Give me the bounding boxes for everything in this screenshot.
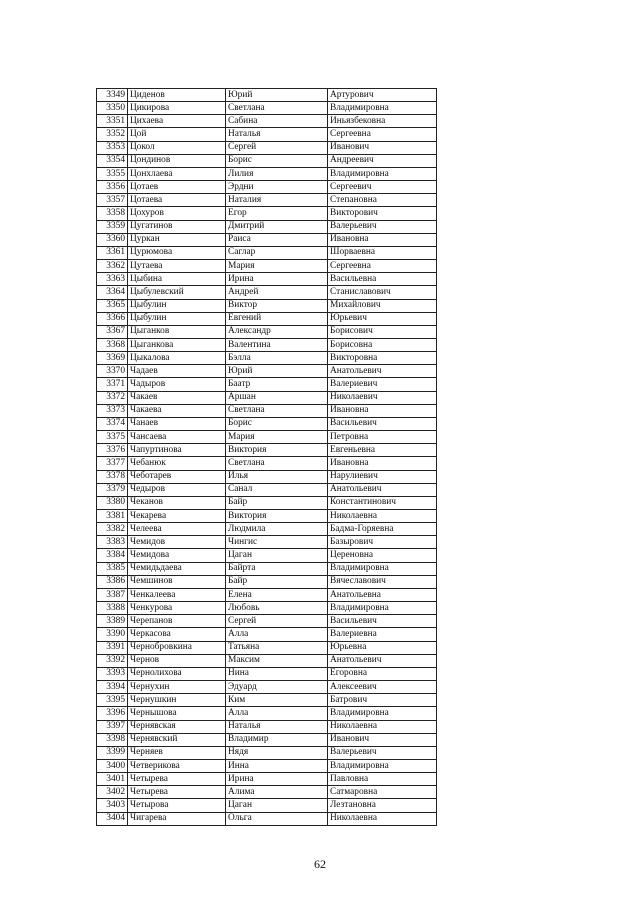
table-row xyxy=(97,615,437,628)
surname-cell: Четырева xyxy=(128,786,226,799)
patronymic-cell: Ивановна xyxy=(328,404,437,417)
surname-cell: Чемидова xyxy=(128,549,226,562)
roster-table-body xyxy=(97,89,437,826)
surname-cell: Цонхлаева xyxy=(128,167,226,180)
table-row xyxy=(97,759,437,772)
surname-cell: Ченкурова xyxy=(128,602,226,615)
first-name-cell: Людмила xyxy=(226,523,328,536)
table-row xyxy=(97,181,437,194)
row-number-cell: 3380 xyxy=(97,496,128,509)
table-row xyxy=(97,654,437,667)
patronymic-cell: Шорваевна xyxy=(328,246,437,259)
table-row xyxy=(97,786,437,799)
table-row xyxy=(97,694,437,707)
row-number-cell: 3354 xyxy=(97,154,128,167)
patronymic-cell: Нарулиевич xyxy=(328,470,437,483)
table-row xyxy=(97,141,437,154)
first-name-cell: Татьяна xyxy=(226,641,328,654)
table-row xyxy=(97,352,437,365)
surname-cell: Цыбулин xyxy=(128,312,226,325)
patronymic-cell: Сатмаровна xyxy=(328,786,437,799)
first-name-cell: Байрта xyxy=(226,562,328,575)
table-row xyxy=(97,378,437,391)
surname-cell: Чадыров xyxy=(128,378,226,391)
first-name-cell: Владимир xyxy=(226,733,328,746)
row-number-cell: 3356 xyxy=(97,181,128,194)
surname-cell: Чернявский xyxy=(128,733,226,746)
first-name-cell: Любовь xyxy=(226,602,328,615)
row-number-cell: 3355 xyxy=(97,167,128,180)
surname-cell: Челеева xyxy=(128,523,226,536)
row-number-cell: 3382 xyxy=(97,523,128,536)
row-number-cell: 3384 xyxy=(97,549,128,562)
row-number-cell: 3390 xyxy=(97,628,128,641)
row-number-cell: 3359 xyxy=(97,220,128,233)
patronymic-cell: Владимировна xyxy=(328,562,437,575)
row-number-cell: 3393 xyxy=(97,667,128,680)
patronymic-cell: Иньязбековна xyxy=(328,115,437,128)
patronymic-cell: Батрович xyxy=(328,694,437,707)
patronymic-cell: Базырович xyxy=(328,536,437,549)
row-number-cell: 3351 xyxy=(97,115,128,128)
row-number-cell: 3402 xyxy=(97,786,128,799)
first-name-cell: Борис xyxy=(226,417,328,430)
patronymic-cell: Анатольевич xyxy=(328,365,437,378)
surname-cell: Чемидьдаева xyxy=(128,562,226,575)
row-number-cell: 3398 xyxy=(97,733,128,746)
first-name-cell: Евгений xyxy=(226,312,328,325)
table-row xyxy=(97,233,437,246)
table-row xyxy=(97,483,437,496)
first-name-cell: Виктория xyxy=(226,510,328,523)
first-name-cell: Ольга xyxy=(226,812,328,825)
surname-cell: Черепанов xyxy=(128,615,226,628)
surname-cell: Цыкалова xyxy=(128,352,226,365)
surname-cell: Цугатинов xyxy=(128,220,226,233)
first-name-cell: Нядя xyxy=(226,746,328,759)
table-row xyxy=(97,89,437,102)
patronymic-cell: Владимировна xyxy=(328,759,437,772)
first-name-cell: Борис xyxy=(226,154,328,167)
page-number: 62 xyxy=(314,857,326,871)
patronymic-cell: Викторович xyxy=(328,207,437,220)
first-name-cell: Наталья xyxy=(226,720,328,733)
first-name-cell: Виктор xyxy=(226,299,328,312)
patronymic-cell: Васильевич xyxy=(328,615,437,628)
first-name-cell: Светлана xyxy=(226,404,328,417)
table-row xyxy=(97,154,437,167)
surname-cell: Чакаева xyxy=(128,404,226,417)
table-row xyxy=(97,102,437,115)
first-name-cell: Сабина xyxy=(226,115,328,128)
surname-cell: Цыганков xyxy=(128,325,226,338)
patronymic-cell: Ивановна xyxy=(328,457,437,470)
table-row xyxy=(97,338,437,351)
surname-cell: Четверикова xyxy=(128,759,226,772)
patronymic-cell: Степановна xyxy=(328,194,437,207)
surname-cell: Чемидов xyxy=(128,536,226,549)
patronymic-cell: Валерьевич xyxy=(328,746,437,759)
row-number-cell: 3362 xyxy=(97,260,128,273)
first-name-cell: Максим xyxy=(226,654,328,667)
row-number-cell: 3386 xyxy=(97,575,128,588)
surname-cell: Чернышова xyxy=(128,707,226,720)
patronymic-cell: Юрьевна xyxy=(328,641,437,654)
surname-cell: Цыганкова xyxy=(128,338,226,351)
first-name-cell: Наталия xyxy=(226,194,328,207)
table-row xyxy=(97,496,437,509)
row-number-cell: 3350 xyxy=(97,102,128,115)
patronymic-cell: Николаевна xyxy=(328,812,437,825)
row-number-cell: 3401 xyxy=(97,773,128,786)
patronymic-cell: Иванович xyxy=(328,733,437,746)
table-row xyxy=(97,391,437,404)
surname-cell: Цыбулин xyxy=(128,299,226,312)
row-number-cell: 3388 xyxy=(97,602,128,615)
surname-cell: Цотаев xyxy=(128,181,226,194)
surname-cell: Черкасова xyxy=(128,628,226,641)
surname-cell: Чернов xyxy=(128,654,226,667)
surname-cell: Чеканов xyxy=(128,496,226,509)
patronymic-cell: Валерьевич xyxy=(328,220,437,233)
table-row xyxy=(97,746,437,759)
table-row xyxy=(97,812,437,825)
first-name-cell: Алла xyxy=(226,628,328,641)
table-row xyxy=(97,575,437,588)
row-number-cell: 3365 xyxy=(97,299,128,312)
surname-cell: Чемшинов xyxy=(128,575,226,588)
first-name-cell: Андрей xyxy=(226,286,328,299)
patronymic-cell: Викторовна xyxy=(328,352,437,365)
table-row xyxy=(97,167,437,180)
surname-cell: Чернолихова xyxy=(128,667,226,680)
surname-cell: Циденов xyxy=(128,89,226,102)
patronymic-cell: Анатольевич xyxy=(328,654,437,667)
table-row xyxy=(97,128,437,141)
first-name-cell: Александр xyxy=(226,325,328,338)
first-name-cell: Баатр xyxy=(226,378,328,391)
row-number-cell: 3381 xyxy=(97,510,128,523)
row-number-cell: 3367 xyxy=(97,325,128,338)
table-row xyxy=(97,207,437,220)
table-row xyxy=(97,431,437,444)
patronymic-cell: Ивановна xyxy=(328,233,437,246)
row-number-cell: 3396 xyxy=(97,707,128,720)
table-row xyxy=(97,799,437,812)
first-name-cell: Раиса xyxy=(226,233,328,246)
row-number-cell: 3369 xyxy=(97,352,128,365)
row-number-cell: 3392 xyxy=(97,654,128,667)
first-name-cell: Байр xyxy=(226,575,328,588)
table-row xyxy=(97,707,437,720)
patronymic-cell: Валериевна xyxy=(328,628,437,641)
surname-cell: Чакаев xyxy=(128,391,226,404)
table-row xyxy=(97,667,437,680)
table-row xyxy=(97,457,437,470)
table-row xyxy=(97,510,437,523)
row-number-cell: 3387 xyxy=(97,588,128,601)
surname-cell: Цихаева xyxy=(128,115,226,128)
table-row xyxy=(97,273,437,286)
patronymic-cell: Владимировна xyxy=(328,707,437,720)
table-row xyxy=(97,470,437,483)
table-row xyxy=(97,286,437,299)
patronymic-cell: Петровна xyxy=(328,431,437,444)
table-row xyxy=(97,115,437,128)
row-number-cell: 3404 xyxy=(97,812,128,825)
first-name-cell: Саглар xyxy=(226,246,328,259)
row-number-cell: 3353 xyxy=(97,141,128,154)
first-name-cell: Мария xyxy=(226,431,328,444)
table-row xyxy=(97,444,437,457)
surname-cell: Цотаева xyxy=(128,194,226,207)
surname-cell: Цохуров xyxy=(128,207,226,220)
first-name-cell: Светлана xyxy=(226,457,328,470)
patronymic-cell: Борисович xyxy=(328,325,437,338)
table-row xyxy=(97,417,437,430)
surname-cell: Чигарева xyxy=(128,812,226,825)
row-number-cell: 3397 xyxy=(97,720,128,733)
patronymic-cell: Владимировна xyxy=(328,167,437,180)
patronymic-cell: Цереновна xyxy=(328,549,437,562)
table-row xyxy=(97,549,437,562)
surname-cell: Чапуртинова xyxy=(128,444,226,457)
row-number-cell: 3394 xyxy=(97,681,128,694)
row-number-cell: 3403 xyxy=(97,799,128,812)
patronymic-cell: Владимировна xyxy=(328,102,437,115)
row-number-cell: 3399 xyxy=(97,746,128,759)
first-name-cell: Сергей xyxy=(226,141,328,154)
first-name-cell: Виктория xyxy=(226,444,328,457)
row-number-cell: 3370 xyxy=(97,365,128,378)
surname-cell: Цутаева xyxy=(128,260,226,273)
table-row xyxy=(97,312,437,325)
first-name-cell: Байр xyxy=(226,496,328,509)
patronymic-cell: Станиславович xyxy=(328,286,437,299)
first-name-cell: Алла xyxy=(226,707,328,720)
table-row xyxy=(97,733,437,746)
first-name-cell: Ирина xyxy=(226,273,328,286)
patronymic-cell: Константинович xyxy=(328,496,437,509)
first-name-cell: Юрий xyxy=(226,89,328,102)
surname-cell: Чансаева xyxy=(128,431,226,444)
surname-cell: Цой xyxy=(128,128,226,141)
row-number-cell: 3357 xyxy=(97,194,128,207)
row-number-cell: 3358 xyxy=(97,207,128,220)
row-number-cell: 3400 xyxy=(97,759,128,772)
row-number-cell: 3360 xyxy=(97,233,128,246)
first-name-cell: Цаган xyxy=(226,549,328,562)
first-name-cell: Юрий xyxy=(226,365,328,378)
table-row xyxy=(97,365,437,378)
table-row xyxy=(97,720,437,733)
row-number-cell: 3374 xyxy=(97,417,128,430)
row-number-cell: 3377 xyxy=(97,457,128,470)
patronymic-cell: Васильевич xyxy=(328,417,437,430)
patronymic-cell: Васильевна xyxy=(328,273,437,286)
first-name-cell: Светлана xyxy=(226,102,328,115)
first-name-cell: Илья xyxy=(226,470,328,483)
patronymic-cell: Артурович xyxy=(328,89,437,102)
table-row xyxy=(97,220,437,233)
patronymic-cell: Андреевич xyxy=(328,154,437,167)
first-name-cell: Ирина xyxy=(226,773,328,786)
surname-cell: Цурюмова xyxy=(128,246,226,259)
surname-cell: Чернухин xyxy=(128,681,226,694)
row-number-cell: 3389 xyxy=(97,615,128,628)
table-row xyxy=(97,628,437,641)
row-number-cell: 3379 xyxy=(97,483,128,496)
first-name-cell: Бэлла xyxy=(226,352,328,365)
first-name-cell: Наталья xyxy=(226,128,328,141)
row-number-cell: 3375 xyxy=(97,431,128,444)
table-row xyxy=(97,194,437,207)
surname-cell: Чедыров xyxy=(128,483,226,496)
first-name-cell: Дмитрий xyxy=(226,220,328,233)
first-name-cell: Валентина xyxy=(226,338,328,351)
patronymic-cell: Михайлович xyxy=(328,299,437,312)
surname-cell: Цокол xyxy=(128,141,226,154)
patronymic-cell: Николаевна xyxy=(328,720,437,733)
surname-cell: Чекарева xyxy=(128,510,226,523)
patronymic-cell: Валериевич xyxy=(328,378,437,391)
patronymic-cell: Анатольевич xyxy=(328,483,437,496)
row-number-cell: 3385 xyxy=(97,562,128,575)
table-row xyxy=(97,536,437,549)
first-name-cell: Елена xyxy=(226,588,328,601)
table-row xyxy=(97,246,437,259)
patronymic-cell: Сергеевич xyxy=(328,181,437,194)
row-number-cell: 3361 xyxy=(97,246,128,259)
first-name-cell: Лилия xyxy=(226,167,328,180)
row-number-cell: 3378 xyxy=(97,470,128,483)
surname-cell: Чернявская xyxy=(128,720,226,733)
table-row xyxy=(97,602,437,615)
patronymic-cell: Алексеевич xyxy=(328,681,437,694)
first-name-cell: Инна xyxy=(226,759,328,772)
row-number-cell: 3371 xyxy=(97,378,128,391)
patronymic-cell: Юрьевич xyxy=(328,312,437,325)
table-row xyxy=(97,260,437,273)
first-name-cell: Алима xyxy=(226,786,328,799)
first-name-cell: Цаган xyxy=(226,799,328,812)
row-number-cell: 3366 xyxy=(97,312,128,325)
first-name-cell: Егор xyxy=(226,207,328,220)
first-name-cell: Санал xyxy=(226,483,328,496)
surname-cell: Чебанюк xyxy=(128,457,226,470)
surname-cell: Чернушкин xyxy=(128,694,226,707)
patronymic-cell: Анатольевна xyxy=(328,588,437,601)
patronymic-cell: Евгеньевна xyxy=(328,444,437,457)
roster-table xyxy=(96,88,437,826)
surname-cell: Чернобровкина xyxy=(128,641,226,654)
row-number-cell: 3349 xyxy=(97,89,128,102)
surname-cell: Четырова xyxy=(128,799,226,812)
first-name-cell: Эрдни xyxy=(226,181,328,194)
first-name-cell: Эдуард xyxy=(226,681,328,694)
patronymic-cell: Вячеславович xyxy=(328,575,437,588)
table-row xyxy=(97,681,437,694)
patronymic-cell: Егоровна xyxy=(328,667,437,680)
first-name-cell: Чингис xyxy=(226,536,328,549)
row-number-cell: 3391 xyxy=(97,641,128,654)
table-row xyxy=(97,773,437,786)
table-row xyxy=(97,588,437,601)
patronymic-cell: Владимировна xyxy=(328,602,437,615)
table-row xyxy=(97,641,437,654)
patronymic-cell: Сергеевна xyxy=(328,128,437,141)
surname-cell: Черняев xyxy=(128,746,226,759)
surname-cell: Цондинов xyxy=(128,154,226,167)
patronymic-cell: Бадма-Горяевна xyxy=(328,523,437,536)
first-name-cell: Ким xyxy=(226,694,328,707)
table-row xyxy=(97,299,437,312)
table-row xyxy=(97,562,437,575)
surname-cell: Чеботарев xyxy=(128,470,226,483)
patronymic-cell: Сергеевна xyxy=(328,260,437,273)
row-number-cell: 3364 xyxy=(97,286,128,299)
first-name-cell: Аршан xyxy=(226,391,328,404)
row-number-cell: 3383 xyxy=(97,536,128,549)
surname-cell: Цыбина xyxy=(128,273,226,286)
surname-cell: Цуркан xyxy=(128,233,226,246)
row-number-cell: 3373 xyxy=(97,404,128,417)
surname-cell: Чадаев xyxy=(128,365,226,378)
row-number-cell: 3395 xyxy=(97,694,128,707)
surname-cell: Цыбулевский xyxy=(128,286,226,299)
row-number-cell: 3368 xyxy=(97,338,128,351)
first-name-cell: Мария xyxy=(226,260,328,273)
patronymic-cell: Иванович xyxy=(328,141,437,154)
patronymic-cell: Николаевна xyxy=(328,510,437,523)
table-row xyxy=(97,523,437,536)
surname-cell: Цикирова xyxy=(128,102,226,115)
surname-cell: Ченкалеева xyxy=(128,588,226,601)
surname-cell: Чанаев xyxy=(128,417,226,430)
first-name-cell: Нина xyxy=(226,667,328,680)
row-number-cell: 3352 xyxy=(97,128,128,141)
row-number-cell: 3363 xyxy=(97,273,128,286)
table-row xyxy=(97,404,437,417)
row-number-cell: 3376 xyxy=(97,444,128,457)
surname-cell: Четырева xyxy=(128,773,226,786)
row-number-cell: 3372 xyxy=(97,391,128,404)
patronymic-cell: Лезтановна xyxy=(328,799,437,812)
patronymic-cell: Борисовна xyxy=(328,338,437,351)
first-name-cell: Сергей xyxy=(226,615,328,628)
patronymic-cell: Павловна xyxy=(328,773,437,786)
table-row xyxy=(97,325,437,338)
patronymic-cell: Николаевич xyxy=(328,391,437,404)
